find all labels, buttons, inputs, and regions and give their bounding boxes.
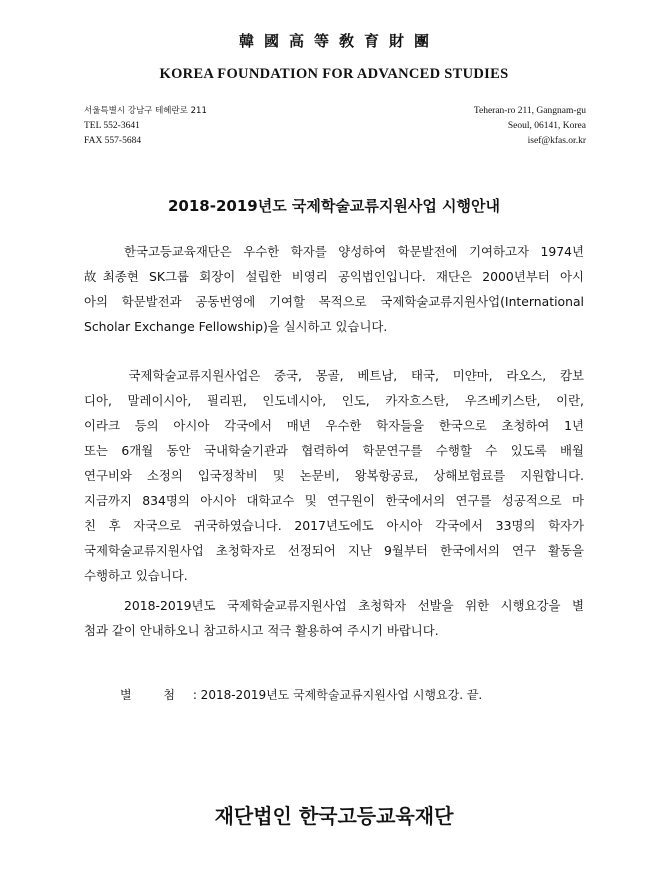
email-address: isef@kfas.or.kr bbox=[527, 136, 586, 146]
paragraph-line: 수행하고 있습니다. bbox=[84, 568, 188, 583]
paragraph-line: 국제학술교류지원사업 초청학자로 선정되어 지난 9월부터 한국에서의 연구 활동을 bbox=[84, 543, 584, 558]
attachment-note bbox=[120, 686, 482, 703]
paragraph-closing bbox=[84, 593, 584, 643]
signature: 재단법인 한국고등교육재단 bbox=[214, 804, 454, 828]
paragraph-line: 첨과 같이 안내하오니 참고하시고 적극 활용하여 주시기 바랍니다. bbox=[84, 623, 439, 638]
address-korean: 서울특별시 강남구 테헤란로 211 bbox=[84, 106, 207, 116]
foundation-name-hanja: 韓國高等敎育財團 bbox=[238, 32, 439, 50]
paragraph-line: 이라크 등의 아시아 각국에서 매년 우수한 학자들을 한국으로 초청하여 1년 bbox=[84, 418, 584, 433]
paragraph-line: 연구비와 소정의 입국정착비 및 논문비, 왕복항공료, 상해보험료를 지원합니다. bbox=[84, 468, 584, 483]
paragraph-line: 2018-2019년도 국제학술교류지원사업 초청학자 선발을 위한 시행요강을 별 bbox=[84, 598, 584, 613]
attachment-text: : 2018-2019년도 국제학술교류지원사업 시행요강. 끝. bbox=[192, 688, 483, 702]
paragraph-line: 국제학술교류지원사업은 중국, 몽골, 베트남, 태국, 미얀마, 라오스, 캄보 bbox=[84, 368, 584, 383]
fax-number: FAX 557-5684 bbox=[84, 136, 142, 146]
paragraph-line: 또는 6개월 동안 국내학술기관과 협력하여 학문연구를 수행할 수 있도록 배월 bbox=[84, 443, 584, 458]
contact-left bbox=[84, 104, 207, 149]
address-english-line-1: Teheran-ro 211, Gangnam-gu bbox=[473, 106, 586, 116]
paragraph-line: 디아, 말레이시아, 필리핀, 인도네시아, 인도, 카자흐스탄, 우즈베키스탄, 이란, bbox=[84, 393, 584, 408]
foundation-name-english: KOREA FOUNDATION FOR ADVANCED STUDIES bbox=[159, 66, 509, 82]
letterhead bbox=[0, 30, 668, 83]
paragraph-line: 한국고등교육재단은 우수한 학자를 양성하여 학문발전에 기여하고자 1974년 bbox=[84, 244, 584, 259]
document-title: 2018-2019년도 국제학술교류지원사업 시행안내 bbox=[167, 197, 500, 215]
paragraph-line: 지금까지 834명의 아시아 대학교수 및 연구원이 한국에서의 연구를 성공적으로 마 bbox=[84, 493, 584, 508]
paragraph-introduction bbox=[84, 239, 584, 339]
paragraph-line: 친 후 자국으로 귀국하였습니다. 2017년도에도 아시아 각국에서 33명의 학자가 bbox=[84, 518, 584, 533]
phone-number: TEL 552-3641 bbox=[84, 121, 140, 131]
address-english-line-2: Seoul, 06141, Korea bbox=[507, 121, 586, 131]
paragraph-program-details bbox=[84, 363, 584, 588]
paragraph-line: 아의 학문발전과 공동번영에 기여할 목적으로 국제학술교류지원사업(International bbox=[84, 294, 584, 309]
contact-right bbox=[474, 104, 586, 149]
paragraph-line: Scholar Exchange Fellowship)을 실시하고 있습니다. bbox=[84, 319, 388, 334]
paragraph-line: 故최종현 SK그룹 회장이 설립한 비영리 공익법인입니다. 재단은 2000년부터 아시 bbox=[84, 269, 584, 284]
attachment-label: 별 첨 bbox=[120, 688, 189, 702]
